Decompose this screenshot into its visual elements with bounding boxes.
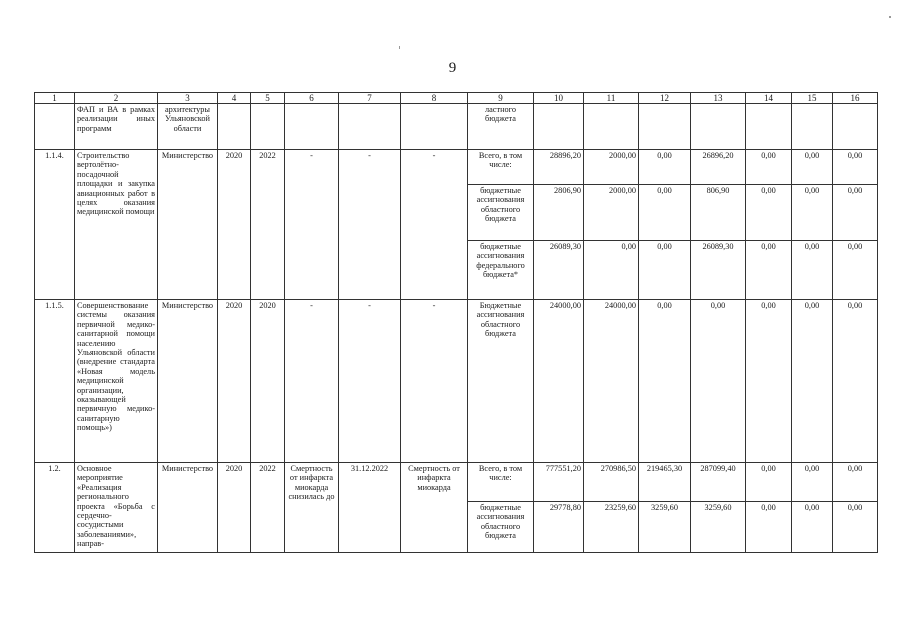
funding-source: Бюджетные ассигнования областного бюджета bbox=[468, 300, 534, 463]
funding-value-13: 806,90 bbox=[691, 185, 746, 241]
funding-value-12: 0,00 bbox=[639, 185, 691, 241]
scan-mark bbox=[399, 46, 400, 49]
target-indicator: - bbox=[285, 150, 339, 300]
funding-value-12: 219465,30 bbox=[639, 463, 691, 502]
funding-source: бюджетные ассигнования областного бюджета bbox=[468, 185, 534, 241]
funding-value-14: 0,00 bbox=[746, 185, 792, 241]
funding-value-11 bbox=[584, 104, 639, 150]
funding-value-11: 270986,50 bbox=[584, 463, 639, 502]
funding-value-15: 0,00 bbox=[792, 463, 833, 502]
table-row bbox=[35, 463, 878, 502]
funding-value-10 bbox=[534, 104, 584, 150]
funding-value-13: 26896,20 bbox=[691, 150, 746, 185]
start-year: 2020 bbox=[218, 463, 251, 553]
funding-value-14 bbox=[746, 104, 792, 150]
measure-name: Основное мероприятие «Реализация регионального проекта «Борьба с сердечно-сосудистыми заболеваниями», направ- bbox=[75, 463, 158, 553]
column-number: 11 bbox=[584, 93, 639, 104]
target-result: - bbox=[401, 300, 468, 463]
column-number-row bbox=[35, 93, 878, 104]
end-year: 2022 bbox=[251, 463, 285, 553]
table-row bbox=[35, 300, 878, 463]
funding-value-13: 3259,60 bbox=[691, 502, 746, 553]
funding-value-10: 26089,30 bbox=[534, 241, 584, 300]
funding-value-16: 0,00 bbox=[833, 185, 878, 241]
column-number: 4 bbox=[218, 93, 251, 104]
funding-value-13: 287099,40 bbox=[691, 463, 746, 502]
target-indicator: Смертность от инфаркта миокарда снизилась до bbox=[285, 463, 339, 553]
funding-value-11: 2000,00 bbox=[584, 185, 639, 241]
funding-value-16: 0,00 bbox=[833, 300, 878, 463]
target-result: Смертность от инфаркта миокарда bbox=[401, 463, 468, 553]
target-result: - bbox=[401, 150, 468, 300]
funding-source: Всего, в том числе: bbox=[468, 150, 534, 185]
funding-value-16 bbox=[833, 104, 878, 150]
row-number: 1.1.5. bbox=[35, 300, 75, 463]
end-year: 2022 bbox=[251, 150, 285, 300]
funding-value-16: 0,00 bbox=[833, 241, 878, 300]
target-indicator: - bbox=[285, 300, 339, 463]
column-number: 5 bbox=[251, 93, 285, 104]
funding-value-15: 0,00 bbox=[792, 185, 833, 241]
target-indicator bbox=[285, 104, 339, 150]
funding-value-11: 23259,60 bbox=[584, 502, 639, 553]
column-number: 9 bbox=[468, 93, 534, 104]
column-number: 1 bbox=[35, 93, 75, 104]
column-number: 3 bbox=[158, 93, 218, 104]
executor: архитектуры Ульяновской области bbox=[158, 104, 218, 150]
funding-value-11: 0,00 bbox=[584, 241, 639, 300]
column-number: 6 bbox=[285, 93, 339, 104]
funding-value-14: 0,00 bbox=[746, 463, 792, 502]
funding-value-15: 0,00 bbox=[792, 300, 833, 463]
funding-value-14: 0,00 bbox=[746, 502, 792, 553]
measure-name: ФАП и ВА в рамках реализации иных программ bbox=[75, 104, 158, 150]
funding-value-16: 0,00 bbox=[833, 150, 878, 185]
funding-value-13: 26089,30 bbox=[691, 241, 746, 300]
funding-value-10: 24000,00 bbox=[534, 300, 584, 463]
budget-table bbox=[34, 92, 878, 553]
target-date bbox=[339, 104, 401, 150]
funding-value-10: 2806,90 bbox=[534, 185, 584, 241]
funding-source: бюджетные ассигнования федерального бюджета* bbox=[468, 241, 534, 300]
funding-source: бюджетные ассигнования областного бюджета bbox=[468, 502, 534, 553]
measure-name: Совершенствование системы оказания первичной медико-санитарной помощи населению Ульяновской области (внедрение стандарта «Новая модель медицинской организации, оказывающей первичную медико-санитарную помощь») bbox=[75, 300, 158, 463]
funding-value-12 bbox=[639, 104, 691, 150]
funding-value-15 bbox=[792, 104, 833, 150]
funding-value-15: 0,00 bbox=[792, 150, 833, 185]
table-row bbox=[35, 150, 878, 185]
funding-value-11: 2000,00 bbox=[584, 150, 639, 185]
funding-value-10: 29778,80 bbox=[534, 502, 584, 553]
funding-value-14: 0,00 bbox=[746, 241, 792, 300]
row-number: 1.1.4. bbox=[35, 150, 75, 300]
funding-value-10: 28896,20 bbox=[534, 150, 584, 185]
funding-source: ластного бюджета bbox=[468, 104, 534, 150]
funding-value-16: 0,00 bbox=[833, 463, 878, 502]
column-number: 8 bbox=[401, 93, 468, 104]
start-year: 2020 bbox=[218, 150, 251, 300]
funding-value-11: 24000,00 bbox=[584, 300, 639, 463]
funding-value-12: 0,00 bbox=[639, 300, 691, 463]
funding-value-15: 0,00 bbox=[792, 502, 833, 553]
column-number: 13 bbox=[691, 93, 746, 104]
funding-value-13 bbox=[691, 104, 746, 150]
funding-value-10: 777551,20 bbox=[534, 463, 584, 502]
funding-source: Всего, в том числе: bbox=[468, 463, 534, 502]
scan-mark bbox=[889, 16, 891, 18]
funding-value-14: 0,00 bbox=[746, 150, 792, 185]
column-number: 14 bbox=[746, 93, 792, 104]
end-year bbox=[251, 104, 285, 150]
funding-value-12: 0,00 bbox=[639, 150, 691, 185]
target-date: 31.12.2022 bbox=[339, 463, 401, 553]
column-number: 15 bbox=[792, 93, 833, 104]
executor: Министерство bbox=[158, 150, 218, 300]
row-number: 1.2. bbox=[35, 463, 75, 553]
funding-value-16: 0,00 bbox=[833, 502, 878, 553]
column-number: 10 bbox=[534, 93, 584, 104]
funding-value-15: 0,00 bbox=[792, 241, 833, 300]
funding-value-14: 0,00 bbox=[746, 300, 792, 463]
table-row bbox=[35, 104, 878, 150]
start-year bbox=[218, 104, 251, 150]
column-number: 12 bbox=[639, 93, 691, 104]
funding-value-12: 3259,60 bbox=[639, 502, 691, 553]
executor: Министерство bbox=[158, 300, 218, 463]
end-year: 2020 bbox=[251, 300, 285, 463]
column-number: 2 bbox=[75, 93, 158, 104]
funding-value-13: 0,00 bbox=[691, 300, 746, 463]
target-date: - bbox=[339, 300, 401, 463]
page-number: 9 bbox=[448, 60, 457, 76]
funding-value-12: 0,00 bbox=[639, 241, 691, 300]
column-number: 7 bbox=[339, 93, 401, 104]
measure-name: Строительство вертолётно-посадочной площадки и закупка авиационных работ в целях оказания медицинской помощи bbox=[75, 150, 158, 300]
column-number: 16 bbox=[833, 93, 878, 104]
start-year: 2020 bbox=[218, 300, 251, 463]
row-number bbox=[35, 104, 75, 150]
executor: Министерство bbox=[158, 463, 218, 553]
target-date: - bbox=[339, 150, 401, 300]
target-result bbox=[401, 104, 468, 150]
